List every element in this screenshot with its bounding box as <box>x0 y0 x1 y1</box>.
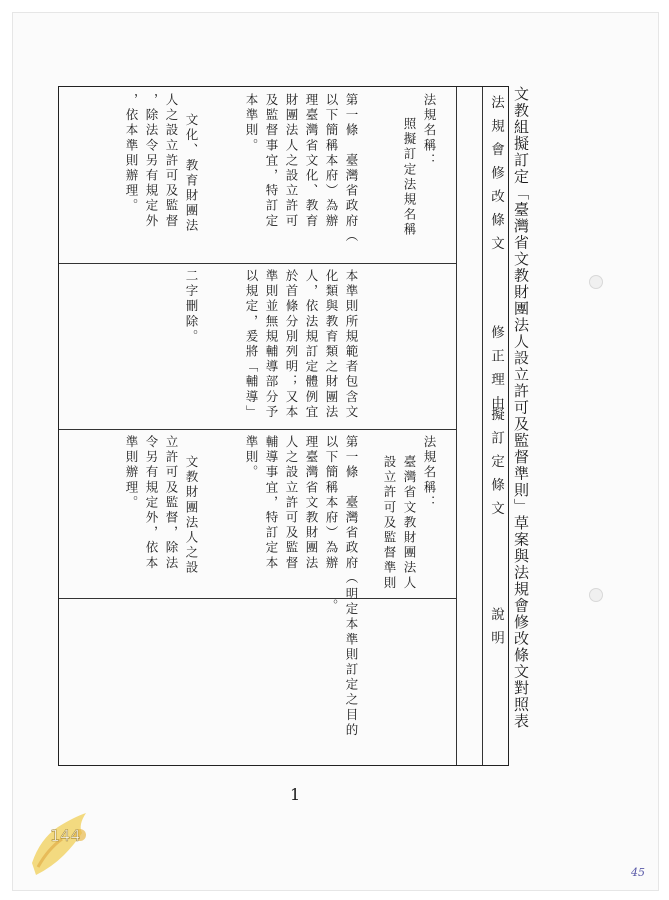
page-number: 1 <box>290 785 301 804</box>
table-divider <box>482 87 483 765</box>
header-notes: 說明 <box>488 607 504 654</box>
col1-art1-line6: 本準則。 <box>244 93 259 154</box>
reason-line5: 準則並無規輔導部分予 <box>264 269 279 420</box>
col1-art1-line2: 以下簡稱本府）為辦 <box>324 93 339 229</box>
col3-art2-line4: 準則辦理。 <box>124 435 139 511</box>
reason-line7: 二字刪除。 <box>184 269 199 345</box>
corner-mark: 45 <box>631 866 645 879</box>
col1-art1-line3: 理臺灣省文化、教育 <box>304 93 319 229</box>
col1-title-2: 照擬訂定法規名稱 <box>402 117 417 238</box>
table-divider <box>456 87 457 765</box>
col1-art2-line2: 人之設立許可及監督 <box>164 93 179 229</box>
col3-art1-line4: 人之設立許可及監督 <box>284 435 299 571</box>
col3-art1-line5: 輔導事宜，特訂定本 <box>264 435 279 571</box>
col3-title-2: 臺灣省文教財團法人 <box>402 455 417 591</box>
col1-art1-line5: 及監督事宜，特訂定 <box>264 93 279 229</box>
comparison-table <box>58 86 509 766</box>
taiwan-map-stamp-icon <box>18 805 110 885</box>
col3-art2-line1: 文教財團法人之設 <box>184 455 199 576</box>
row-divider <box>59 429 457 430</box>
col3-art1-line1: 第一條 臺灣省政府（ <box>344 435 359 586</box>
col1-art2-line3: ，除法令另有規定外 <box>144 93 159 229</box>
reason-line1: 本準則所規範者包含文 <box>344 269 359 420</box>
col3-title-1: 法規名稱： <box>422 435 437 511</box>
col3-art2-line3: 令另有規定外，依本 <box>144 435 159 571</box>
col1-art2-line4: ，依本準則辦理。 <box>124 93 139 214</box>
row-divider <box>59 598 457 599</box>
col3-art1-line6: 準則。 <box>244 435 259 481</box>
note-line1: 明定本準則訂定之目的 <box>344 587 359 738</box>
col1-art1-line1: 第一條 臺灣省政府（ <box>344 93 359 244</box>
reason-line4: 於首條分別列明；又本 <box>284 269 299 420</box>
col3-art1-line3: 理臺灣省文教財團法 <box>304 435 319 571</box>
header-proposed-articles: 擬訂定條文 <box>488 407 504 525</box>
note-line2: 。 <box>324 599 339 615</box>
header-revision-reason: 修正理由 <box>488 325 504 419</box>
header-revised-articles: 法規會修改條文 <box>488 95 504 260</box>
col3-title-3: 設立許可及監督準則 <box>382 455 397 591</box>
reason-line2: 化類與教育類之財團法 <box>324 269 339 420</box>
document-title: 文教組擬訂定「臺灣省文教財團法人設立許可及監督準則」草案與法規會修改條文對照表 <box>512 86 530 730</box>
row-divider <box>59 263 457 264</box>
col1-art1-line4: 財團法人之設立許可 <box>284 93 299 229</box>
col1-title-1: 法規名稱： <box>422 93 437 169</box>
col3-art2-line2: 立許可及監督，除法 <box>164 435 179 571</box>
reason-line3: 人，依法規訂定體例宜 <box>304 269 319 420</box>
punch-hole <box>589 588 603 602</box>
reason-line6: 以規定，爰將「輔導」 <box>244 269 259 420</box>
punch-hole <box>589 275 603 289</box>
stamp-number: 144 <box>50 826 81 845</box>
col3-art1-line2: 以下簡稱本府）為辦 <box>324 435 339 571</box>
col1-art2-line1: 文化、教育財團法 <box>184 113 199 234</box>
